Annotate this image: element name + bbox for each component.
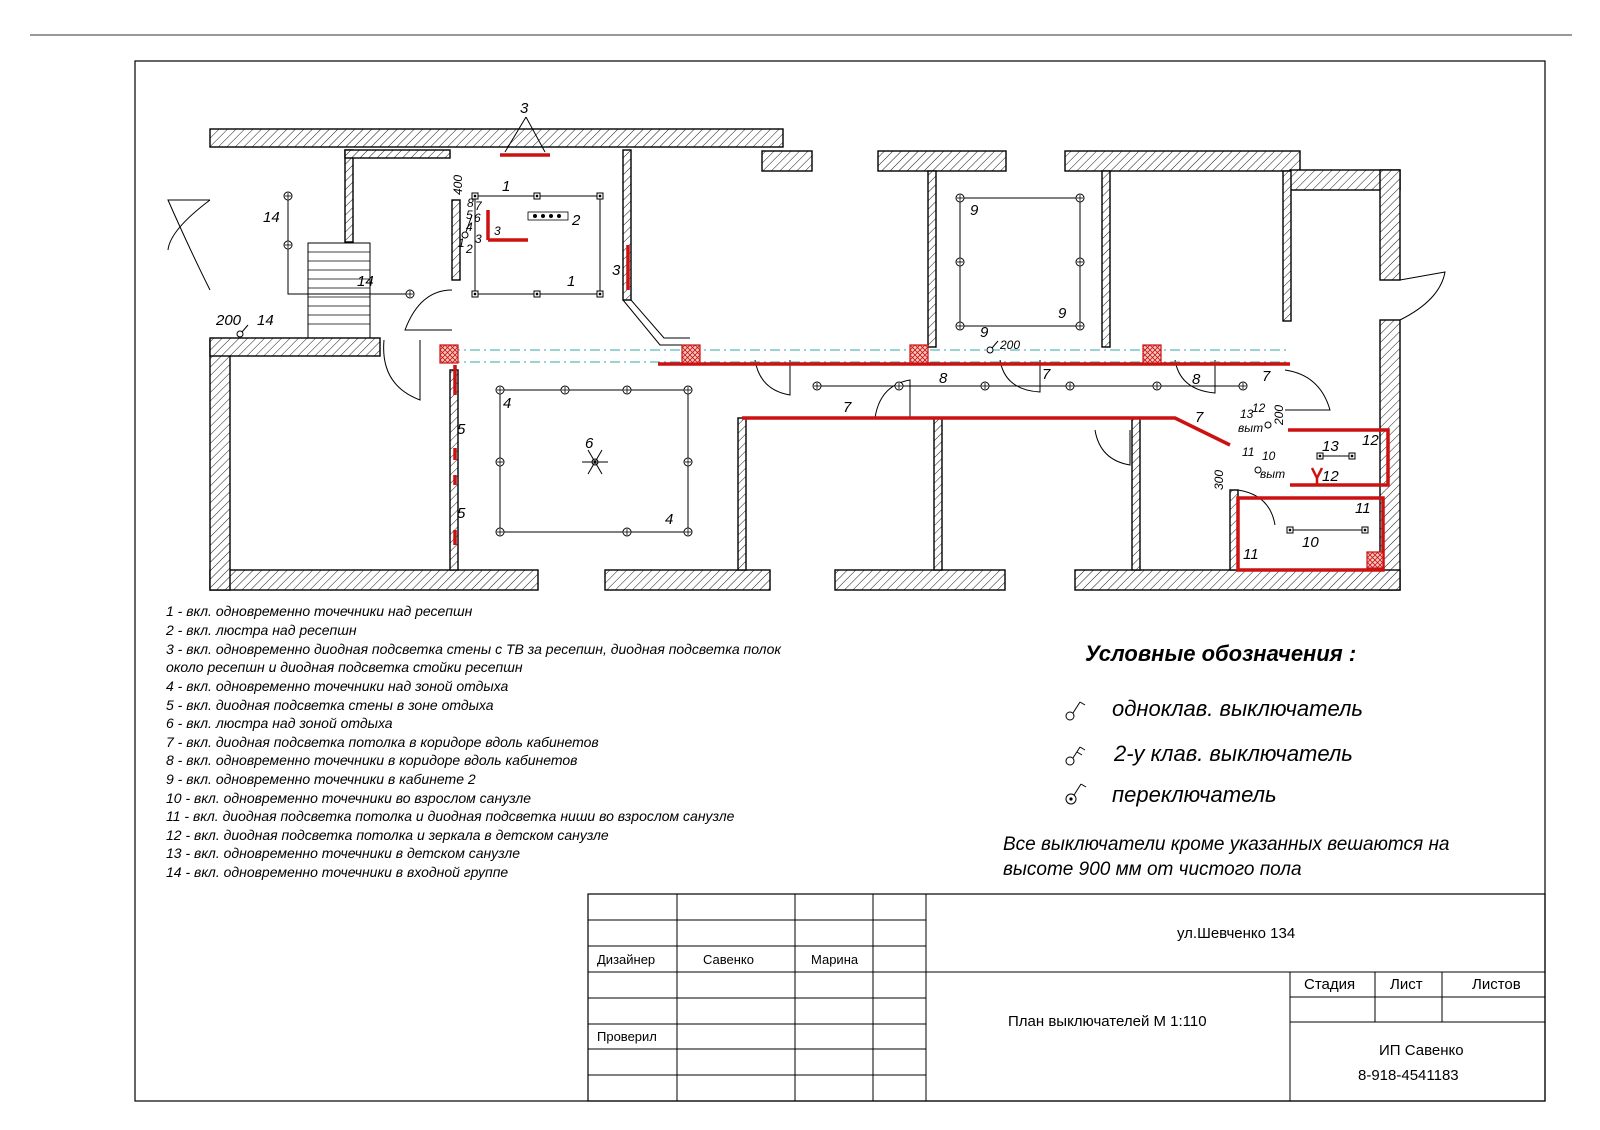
rest-chandelier-icon [582,450,608,474]
sheets-header: Листов [1472,976,1521,993]
label-sw-12: 12 [1252,401,1266,415]
label-12-right: 12 [1362,432,1379,449]
downlight-icon [1076,322,1084,330]
mounting-note-line2: высоте 900 мм от чистого пола [1003,859,1302,880]
downlight-icon [561,386,569,394]
downlight-icon [496,528,504,536]
entry-stairs [308,243,370,338]
downlight-icon [1239,382,1247,390]
label-9-top: 9 [970,202,979,219]
label-14-switch: 14 [257,312,274,329]
entry-door-swing [168,200,210,290]
riser-3 [910,345,928,363]
stage-header: Стадия [1304,976,1356,993]
company-name: ИП Савенко [1379,1042,1464,1059]
double-switch-icon [1066,747,1085,765]
riser-2 [682,345,700,363]
sheet-header: Лист [1390,976,1423,993]
downlight-icon [895,382,903,390]
downlight-icon [1066,382,1074,390]
led-corridor-lower [742,418,1230,445]
label-400: 400 [451,174,465,195]
label-3-side: 3 [612,262,621,279]
downlight-icon [956,194,964,202]
label-2: 2 [572,212,581,229]
label-200-entry: 200 [216,312,242,329]
key-line-13: 13 - вкл. одновременно точечники в детском санузле [166,845,521,861]
symbol-legend [1003,641,1449,880]
label-sw-13: 13 [1240,407,1254,421]
wall-bottom-mid1 [605,570,770,590]
reception-angled-wall [623,300,690,345]
riser-1 [440,345,458,363]
downlight-icon [623,386,631,394]
wall-right-upper [1380,170,1400,280]
wall-top-left [210,129,783,147]
key-line-8: 8 - вкл. одновременно точечники в коридоре вдоль кабинетов [166,752,578,768]
key-line-6: 6 - вкл. люстра над зоной отдыха [166,715,393,731]
downlight-icon [406,290,414,298]
label-sw-10: 10 [1262,449,1276,463]
reception-chandelier-icon [528,212,568,220]
address-text: ул.Шевченко 134 [1177,925,1296,942]
downlight-icon [981,382,989,390]
spot-fixture-icon [597,193,603,199]
downlight-icon [496,458,504,466]
wall-bottom-left [210,570,538,590]
downlight-icon [1076,194,1084,202]
svg-text:8: 8 [467,196,474,210]
label-sw-11: 11 [1242,445,1255,459]
title-block [588,894,1545,1101]
spot-fixture-icon [1287,527,1293,533]
key-line-3: 3 - вкл. одновременно диодная подсветка стены с ТВ за ресепшн, диодная подсветка полок [166,641,781,657]
door-arc-storage [384,340,420,400]
label-200-kids: 200 [1272,404,1286,425]
key-line-12: 12 - вкл. диодная подсветка потолка и зеркала в детском санузле [166,827,609,843]
svg-text:4: 4 [466,220,473,234]
downlight-icon [1153,382,1161,390]
key-line-1: 1 - вкл. одновременно точечники над ресепшн [166,603,473,619]
wall-top-mid [762,151,812,171]
riser-4 [1143,345,1161,363]
spot-fixture-icon [597,291,603,297]
checked-role: Проверил [597,1029,657,1044]
spot-fixture-icon [534,193,540,199]
drawing-title: План выключателей М 1:110 [1008,1013,1207,1030]
toggle-switch-icon [1066,784,1086,804]
label-4-left: 4 [503,395,512,412]
label-13: 13 [1322,438,1339,455]
label-byt-1: выт [1238,421,1264,435]
label-9-switch: 9 [980,324,989,341]
label-7-lower: 7 [1195,409,1204,426]
switch-kids-icon [1265,422,1271,428]
wall-bottom-right [1075,570,1400,590]
key-line-7: 7 - вкл. диодная подсветка потолка в коридоре вдоль кабинетов [166,734,599,750]
designer-name: Марина [811,952,859,967]
label-11-bottom: 11 [1243,546,1259,563]
label-200-cab2: 200 [1000,338,1021,352]
svg-text:3: 3 [475,232,482,246]
label-7-right: 7 [1262,368,1271,385]
wall-storage-top [210,338,380,356]
company-phone: 8-918-4541183 [1358,1067,1459,1084]
label-7-mid: 7 [1042,366,1051,383]
key-line-2: 2 - вкл. люстра над ресепшн [166,622,357,638]
key-line-11: 11 - вкл. диодная подсветка потолка и диодная подсветка ниши во взрослом санузле [166,808,735,824]
spot-fixture-icon [1349,453,1355,459]
key-line-10: 10 - вкл. одновременно точечники во взрослом санузле [166,790,532,806]
wall-reception-left [345,150,353,242]
door-arc-adult [1238,490,1275,525]
legend-single-label: одноклав. выключатель [1112,696,1363,721]
label-300: 300 [1212,469,1226,490]
door-arc-kids [1285,370,1330,410]
label-14-mid: 14 [357,273,374,290]
spot-fixture-icon [534,291,540,297]
right-door-swing [1400,272,1445,320]
key-line-14: 14 - вкл. одновременно точечники в входной группе [166,864,509,880]
door-arc-office2 [1095,430,1130,465]
wall-cab3-right [1283,171,1291,321]
downlight-icon [284,241,292,249]
label-9-bottom: 9 [1058,305,1067,322]
downlight-icon [956,258,964,266]
downlight-icon [496,386,504,394]
label-byt-2: выт [1260,467,1286,481]
label-14-top: 14 [263,209,280,226]
svg-text:6: 6 [474,211,481,225]
label-5-upper: 5 [457,421,466,438]
svg-text:2: 2 [466,242,473,256]
riser-5 [1367,552,1383,568]
downlight-icon [684,386,692,394]
label-4-right: 4 [665,511,674,528]
label-6: 6 [585,435,594,452]
key-line-9: 9 - вкл. одновременно точечники в кабинете 2 [166,771,476,787]
wall-top-cab2 [1065,151,1300,171]
key-line-5: 5 - вкл. диодная подсветка стены в зоне отдыха [166,697,494,713]
label-1-top: 1 [502,178,511,195]
label-8-right: 8 [1192,371,1201,388]
wall-left-lower [210,340,230,590]
wall-top-cab [878,151,1006,171]
mounting-note-line1: Все выключатели кроме указанных вешаются на [1003,834,1450,855]
svg-text:7: 7 [475,199,482,213]
group-1 [475,196,600,294]
label-3-top: 3 [520,100,529,117]
label-7-left: 7 [843,399,852,416]
downlight-icon [284,192,292,200]
wall-office-a [934,418,942,570]
legend-title: Условные обозначения : [1085,641,1357,666]
label-10: 10 [1302,534,1319,551]
key-line-3b: около ресепшн и диодная подсветка стойки ресепшн [166,659,523,675]
label-5-lower: 5 [457,505,466,522]
wall-bottom-mid2 [835,570,1005,590]
svg-text:5: 5 [466,208,473,222]
label-11-top: 11 [1355,500,1371,517]
designer-role: Дизайнер [597,952,656,967]
switch-stack-labels [458,196,483,256]
single-switch-icon [1066,702,1085,720]
label-3-inner: 3 [494,224,501,238]
wall-cab2-right [1102,171,1110,347]
legend-double-label: 2-у клав. выключатель [1114,741,1353,766]
label-1-bottom: 1 [567,273,576,290]
downlight-icon [956,322,964,330]
downlight-icon [684,458,692,466]
designer-surname: Савенко [703,952,754,967]
downlight-icon [813,382,821,390]
switch-cab2-icon [987,341,998,353]
wall-rest-right [738,418,746,570]
spot-fixture-icon [1362,527,1368,533]
wall-office-b [1132,418,1140,570]
label-12-fix: 12 [1322,468,1339,485]
downlight-icon [623,528,631,536]
key-line-4: 4 - вкл. одновременно точечники над зоной отдыха [166,678,509,694]
downlight-icon [684,528,692,536]
wall-cab2-left [928,171,936,347]
svg-text:1: 1 [458,236,465,250]
floor-plan [168,100,1445,590]
wall-reception-top [345,150,450,158]
legend-toggle-label: переключатель [1112,782,1277,807]
spot-fixture-icon [472,291,478,297]
label-8-left: 8 [939,370,948,387]
downlight-icon [1076,258,1084,266]
switch-key-list [165,603,782,880]
